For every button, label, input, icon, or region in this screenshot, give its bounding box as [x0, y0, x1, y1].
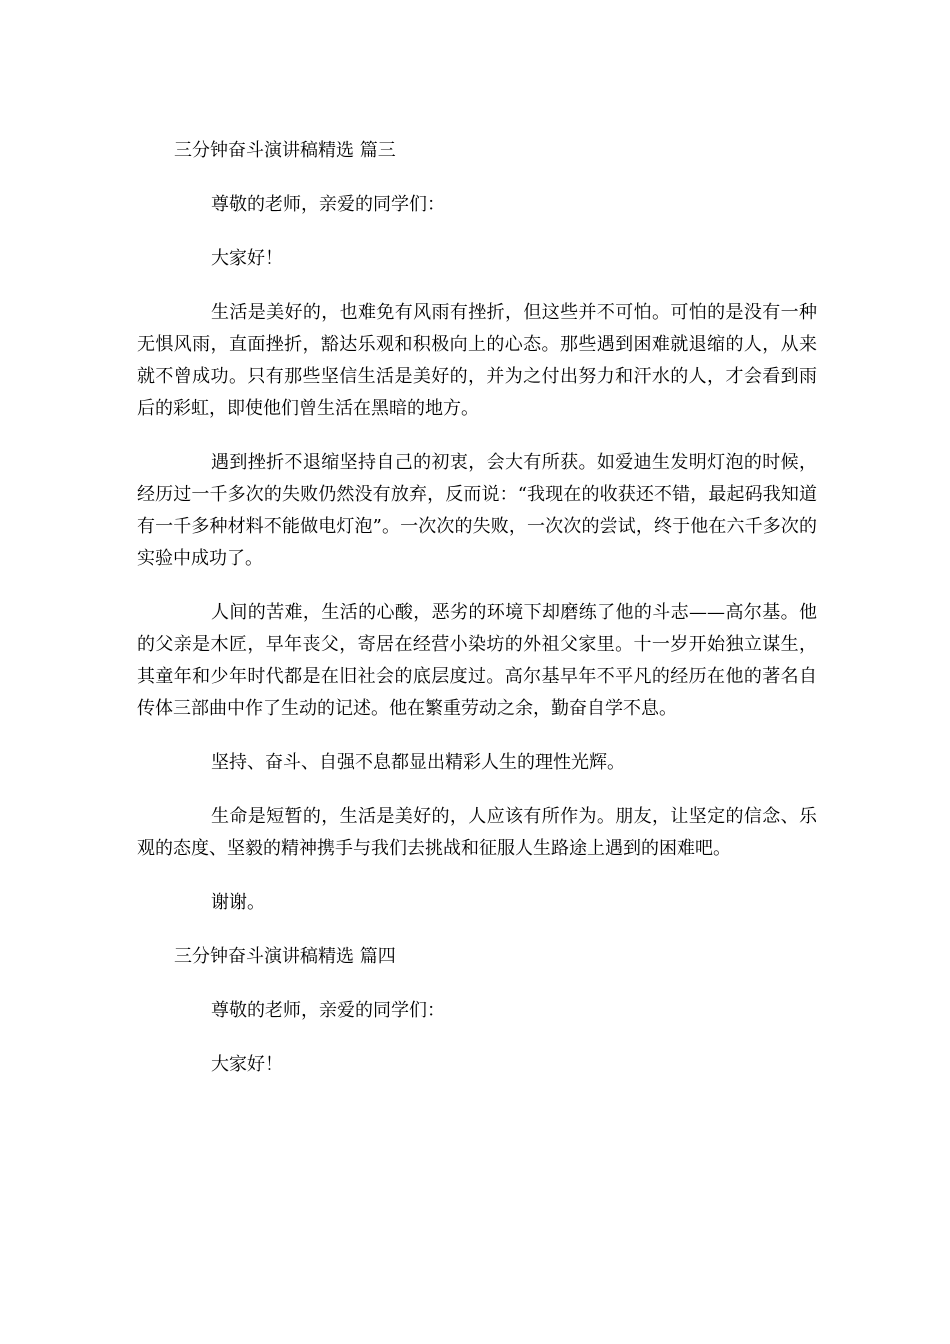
salutation-2: 尊敬的老师，亲爱的同学们：	[211, 1000, 445, 1021]
greeting: 大家好！	[211, 248, 283, 269]
thanks: 谢谢。	[211, 892, 265, 913]
paragraph-edison: 遇到挫折不退缩坚持自己的初衷，会大有所获。如爱迪生发明灯泡的时候，经历过一千多次的失败仍然没有放弃，反而说：“我现在的收获还不错，最起码我知道有一千多种材料不能做电灯泡”。一次次的失败，一次次的尝试，终于他在六千多次的实验中成功了。	[137, 452, 817, 569]
section-title-4: 三分钟奋斗演讲稿精选 篇四	[174, 946, 396, 967]
paragraph-perseverance: 坚持、奋斗、自强不息都显出精彩人生的理性光辉。	[211, 752, 625, 773]
paragraph-gorky: 人间的苦难，生活的心酸，恶劣的环境下却磨练了他的斗志——高尔基。他的父亲是木匠，早年丧父，寄居在经营小染坊的外祖父家里。十一岁开始独立谋生，其童年和少年时代都是在旧社会的底层度过。高尔基早年不平凡的经历在他的著名自传体三部曲中作了生动的记述。他在繁重劳动之余，勤奋自学不息。	[137, 602, 817, 719]
greeting-2: 大家好！	[211, 1054, 283, 1075]
salutation: 尊敬的老师，亲爱的同学们：	[211, 194, 445, 215]
section-title-3: 三分钟奋斗演讲稿精选 篇三	[174, 140, 396, 161]
paragraph-life-is-short: 生命是短暂的，生活是美好的，人应该有所作为。朋友，让坚定的信念、乐观的态度、坚毅的精神携手与我们去挑战和征服人生路途上遇到的困难吧。	[137, 806, 817, 859]
document-body	[137, 135, 817, 1103]
paragraph-life-is-beautiful: 生活是美好的，也难免有风雨有挫折，但这些并不可怕。可怕的是没有一种无惧风雨，直面挫折，豁达乐观和积极向上的心态。那些遇到困难就退缩的人，从来就不曾成功。只有那些坚信生活是美好的，并为之付出努力和汗水的人，才会看到雨后的彩虹，即使他们曾生活在黑暗的地方。	[137, 302, 817, 419]
